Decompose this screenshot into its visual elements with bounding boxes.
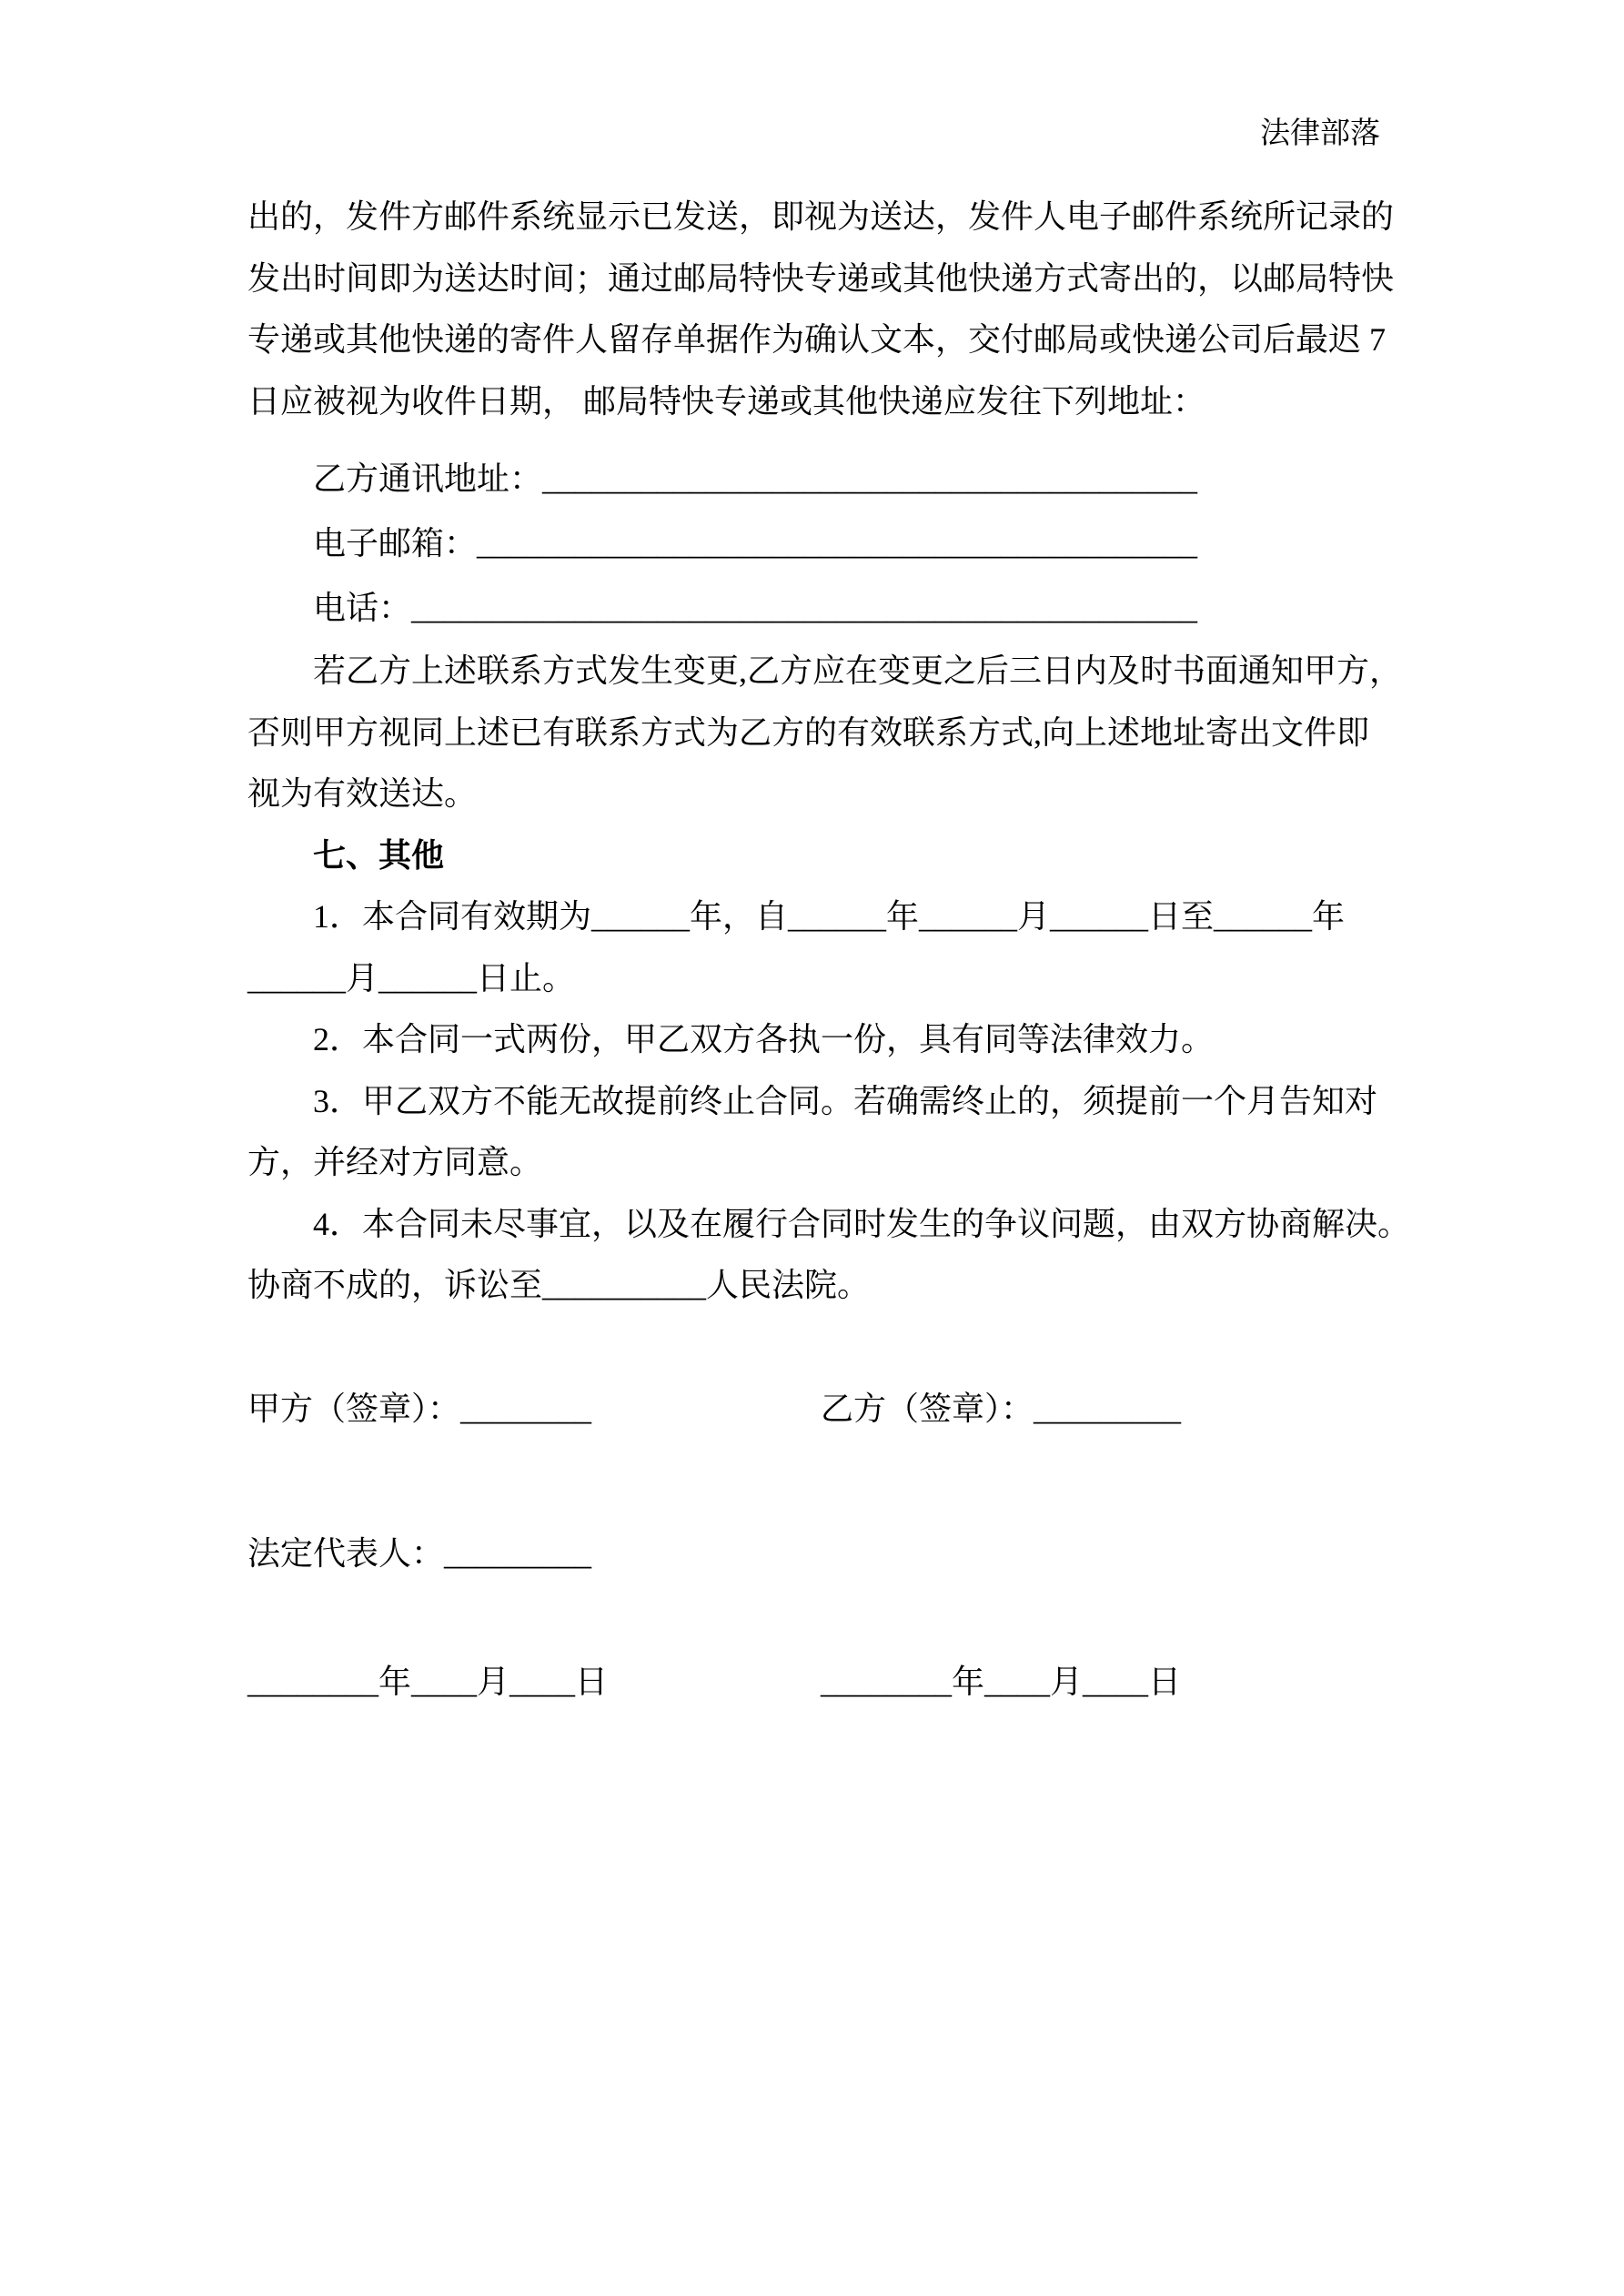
legal-representative-row [247,1523,1378,1585]
document-line: 视为有效送达。 [247,775,478,812]
page-watermark: 法律部落 [1260,116,1380,149]
party-a-date-line: ________年____月____日 [247,1663,608,1700]
document-line: 专递或其他快递的寄件人留存单据作为确认文本，交付邮局或快递公司后最迟 7 [247,321,1387,358]
contact-field-line: 电子邮箱：____________________________________________ [313,525,1198,561]
document-line: 若乙方上述联系方式发生变更,乙方应在变更之后三日内及时书面通知甲方， [313,652,1403,689]
contact-field-line: 乙方通讯地址：________________________________________ [313,460,1198,497]
document-line: 1．本合同有效期为______年，自______年______月______日至______年 [313,898,1346,935]
party-b-signature-line: 乙方（签章）：_________ [821,1390,1182,1427]
date-row [247,1652,1378,1714]
contact-field-line: 电话：________________________________________________ [313,590,1198,626]
document-line: 协商不成的，诉讼至__________人民法院。 [247,1267,871,1303]
legal-representative-line: 法定代表人：_________ [247,1535,592,1572]
party-a-signature-line: 甲方（签章）：________ [247,1390,592,1427]
document-line: 出的，发件方邮件系统显示已发送，即视为送达，发件人电子邮件系统所记录的 [247,198,1395,235]
document-line: 否则甲方视同上述已有联系方式为乙方的有效联系方式,向上述地址寄出文件即 [247,713,1370,751]
document-lines [247,187,1411,1317]
document-line: 4．本合同未尽事宜，以及在履行合同时发生的争议问题，由双方协商解决。 [313,1205,1411,1242]
document-line: ______月______日止。 [247,959,576,996]
party-b-date-line: ________年____月____日 [821,1663,1181,1700]
document-content [247,187,1411,1713]
signature-block [247,1379,1378,1714]
section-heading: 七、其他 [313,836,445,874]
document-line: 2．本合同一式两份，甲乙双方各执一份，具有同等法律效力。 [313,1021,1215,1057]
document-line: 3．甲乙双方不能无故提前终止合同。若确需终止的，须提前一个月告知对 [313,1082,1378,1119]
document-line: 发出时间即为送达时间；通过邮局特快专递或其他快递方式寄出的，以邮局特快 [247,259,1395,297]
document-line: 方，并经对方同意。 [247,1144,543,1180]
document-line: 日应被视为收件日期， 邮局特快专递或其他快递应发往下列地址： [247,382,1206,420]
signature-row [247,1379,1378,1441]
